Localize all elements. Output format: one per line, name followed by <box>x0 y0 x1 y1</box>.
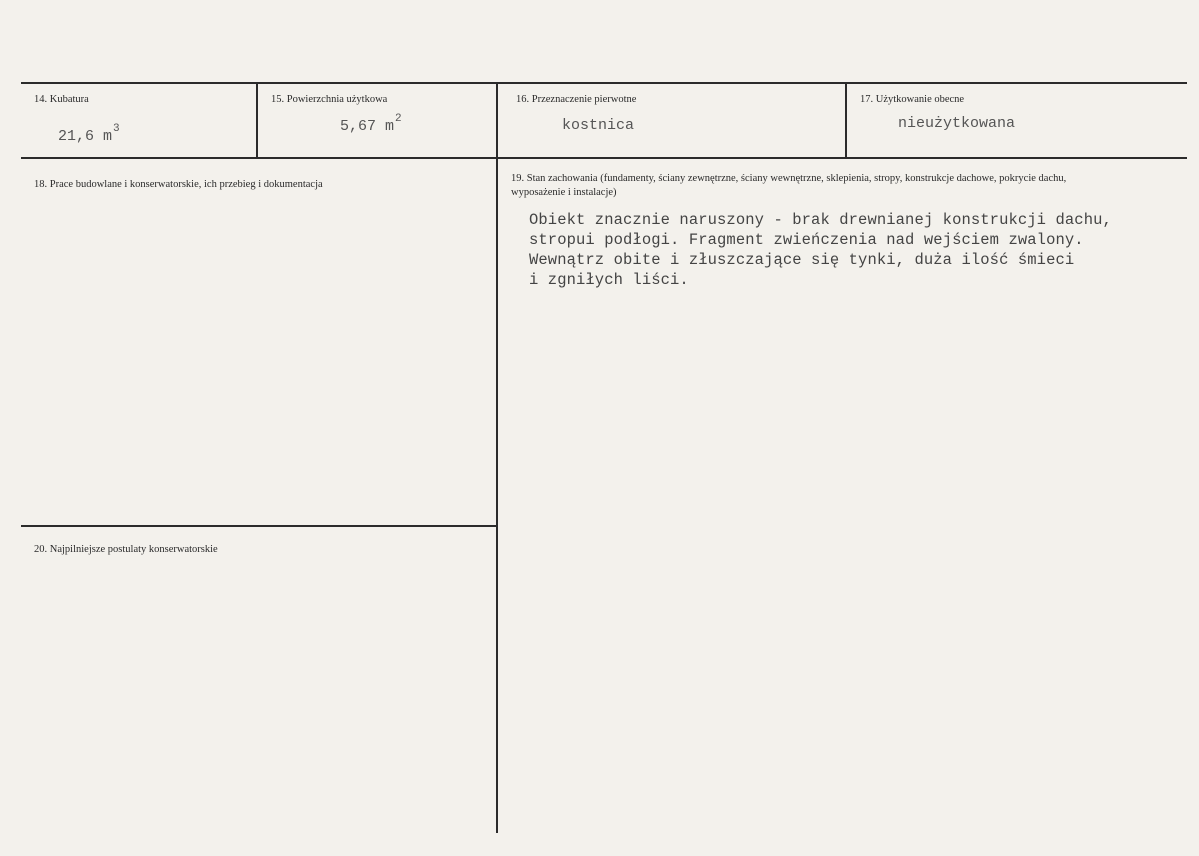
kubatura-number: 21,6 m <box>58 128 113 145</box>
przeznaczenie-label: 16. Przeznaczenie pierwotne <box>516 94 637 105</box>
stan-description <box>529 210 1189 290</box>
powierzchnia-exponent: 2 <box>395 113 402 125</box>
postulaty-label: 20. Najpilniejsze postulaty konserwatorskie <box>34 544 218 555</box>
main-column-divider <box>496 83 498 833</box>
top-rule <box>21 82 1187 84</box>
header-row-bottom-rule <box>21 157 1187 159</box>
kubatura-label: 14. Kubatura <box>34 94 89 105</box>
stan-label: 19. Stan zachowania (fundamenty, ściany zewnętrzne, ściany wewnętrzne, sklepienia, stropy, konstrukcje dachowe, pokrycie dachu, wyposażenie i instalacje) <box>511 173 1067 198</box>
uzytkowanie-value: nieużytkowana <box>898 115 1016 132</box>
stan-line: i zgniłych liści. <box>529 271 689 289</box>
przeznaczenie-value: kostnica <box>562 117 635 134</box>
left-column-divider-rule <box>21 525 496 527</box>
kubatura-exponent: 3 <box>113 123 120 135</box>
kubatura-value <box>58 123 120 145</box>
column-divider-16-17 <box>845 83 847 158</box>
stan-line: Obiekt znacznie naruszony - brak drewnianej konstrukcji dachu, <box>529 211 1112 229</box>
powierzchnia-label: 15. Powierzchnia użytkowa <box>271 94 388 105</box>
powierzchnia-number: 5,67 m <box>340 118 395 135</box>
column-divider-14-15 <box>256 83 258 158</box>
prace-label: 18. Prace budowlane i konserwatorskie, ich przebieg i dokumentacja <box>34 179 323 190</box>
powierzchnia-value <box>340 113 402 135</box>
stan-line: Wewnątrz obite i złuszczające się tynki, duża ilość śmieci <box>529 251 1075 269</box>
uzytkowanie-label: 17. Użytkowanie obecne <box>860 94 965 105</box>
stan-line: stropui podłogi. Fragment zwieńczenia nad wejściem zwalony. <box>529 231 1084 249</box>
